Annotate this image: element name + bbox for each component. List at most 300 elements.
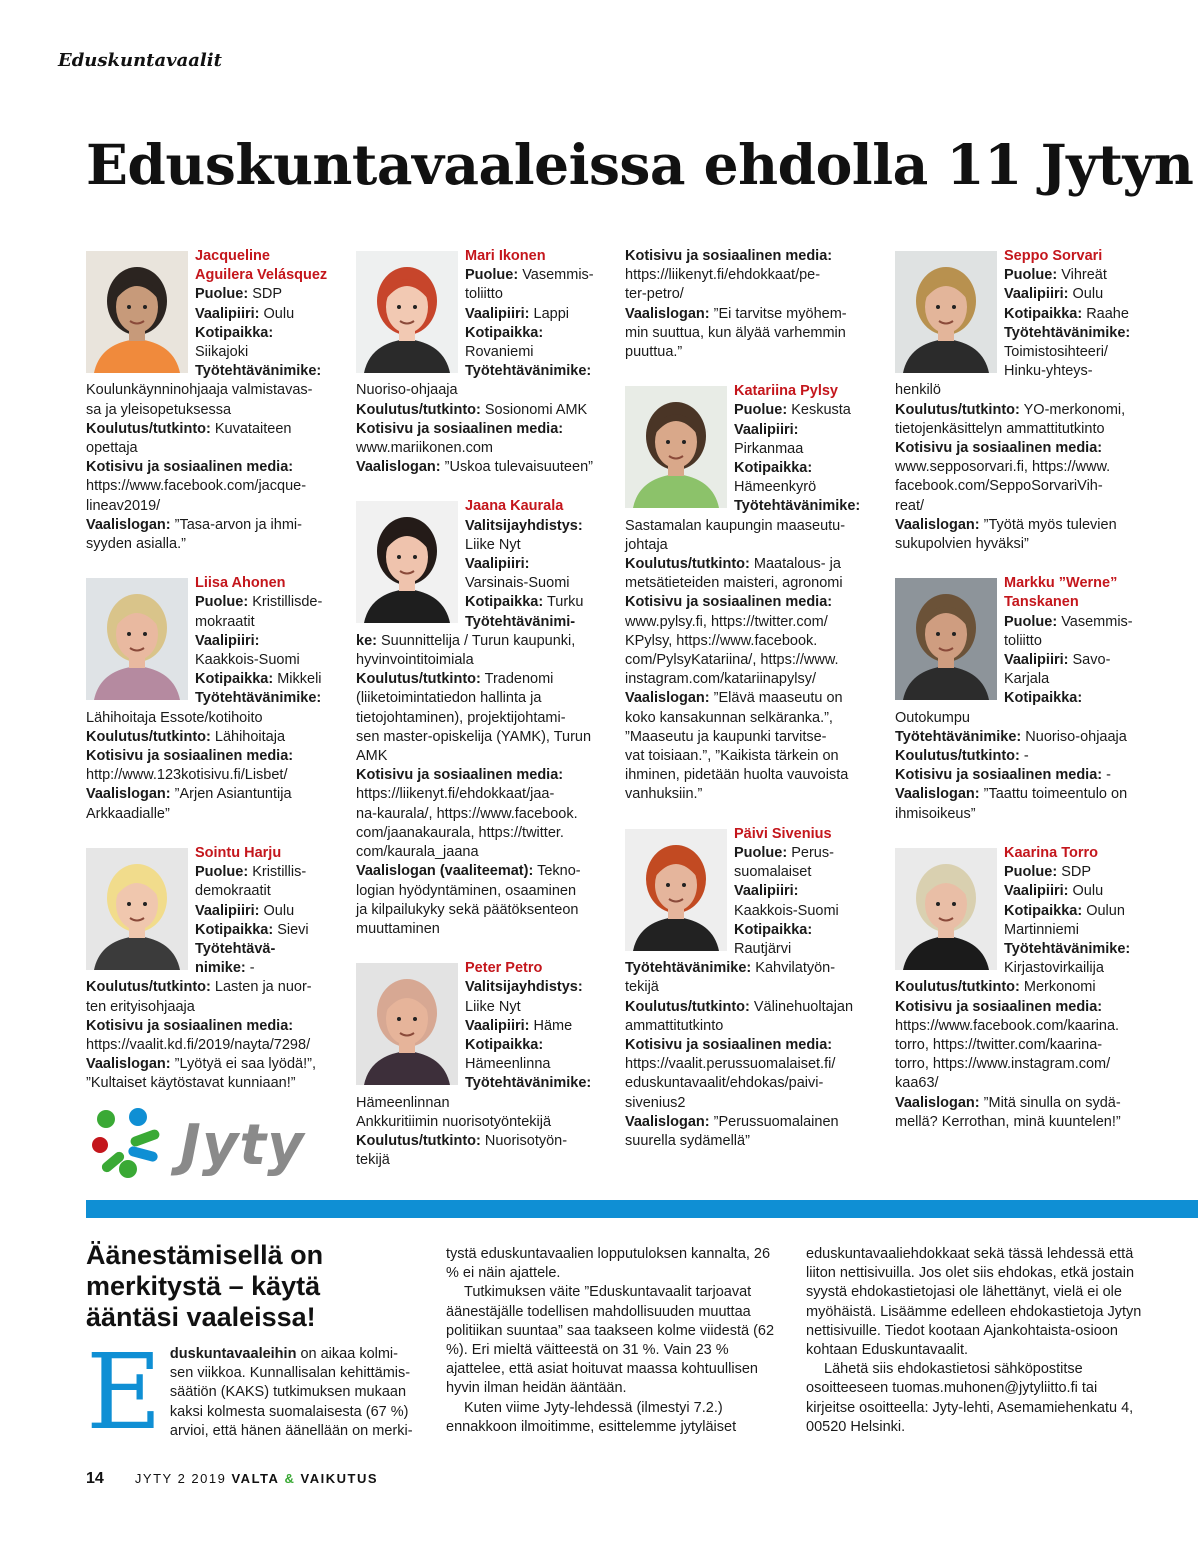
field-value: Karjala: [1004, 671, 1050, 688]
field-value: Hämeenkyrö: [734, 479, 817, 496]
field-value: Nuorisotyön-: [484, 1132, 568, 1149]
field-label: Työtehtävänimike:: [195, 690, 322, 707]
field-value: Keskusta: [791, 402, 851, 419]
field-value: Hämeenlinnan: [356, 1094, 450, 1111]
candidate-info-line: [895, 420, 1155, 439]
candidate-info-line: [625, 1055, 875, 1074]
candidate: [895, 844, 1155, 1132]
article-paragraph: eduskuntavaaliehdokkaat sekä tässä lehdessä että liiton nettisivuilla. Jos olet siis ehdokas, etkä jostain syystä ehdokastietojasi ole lähettänyt, vielä ei ole myöhäistä. Lisäämme edelleen ehdokastietoja Jytyn nettisivuille. Tiedot kootaan Ajankohtaista-osioon kohtaan Eduskuntavaalit.: [806, 1246, 1142, 1359]
candidate-info-line: [356, 670, 606, 689]
candidate-info-line: [86, 785, 336, 804]
candidate-info-line: [356, 785, 606, 804]
field-value: Liike Nyt: [465, 536, 521, 553]
field-value: sen master-opiskelija (YAMK), Turun: [356, 728, 592, 745]
field-label: Kotipaikka:: [1004, 305, 1083, 322]
field-label: Työtehtävänimike:: [1004, 940, 1131, 957]
article-title: Äänestämisellä on merkitystä – käytä ääntäsi vaaleissa!: [86, 1240, 324, 1332]
candidate-info-line: [895, 439, 1155, 458]
field-label: Työtehtävänimi-: [465, 613, 576, 630]
candidate-name: Liisa Ahonen: [195, 575, 286, 592]
candidate-info-line: [625, 709, 875, 728]
candidate-name: Kaarina Torro: [1004, 844, 1099, 861]
field-value: reat/: [895, 497, 925, 514]
candidate-info-line: [356, 709, 606, 728]
page-footer: [86, 1470, 378, 1488]
field-label: Kotipaikka:: [1004, 902, 1083, 919]
field-value: Maatalous- ja: [753, 556, 841, 573]
article-paragraph: Lähetä siis ehdokastietosi sähköpostitse osoitteeseen tuomas.muhonen@jytyliitto.fi tai kirjeitse osoitteella: Jyty-lehti, Asemamiehenkatu 4, 00520 Helsinki.: [806, 1361, 1134, 1435]
field-value: vanhuksiin.”: [625, 786, 703, 803]
candidate-name: Päivi Sivenius: [734, 825, 832, 842]
field-label: Vaalipiiri:: [195, 632, 260, 649]
candidate-info-line: [86, 1036, 336, 1055]
field-value: Lasten ja nuor-: [214, 979, 312, 996]
field-value: muuttaminen: [356, 920, 440, 937]
field-label: Vaalipiiri:: [1004, 286, 1069, 303]
field-value: Suunnittelija / Turun kaupunki,: [381, 632, 576, 649]
portrait-photo: [625, 386, 727, 508]
field-value: Häme: [533, 1017, 573, 1034]
field-value: Perus-: [791, 844, 834, 861]
page-headline: Eduskuntavaaleissa ehdolla 11 Jytyn: [86, 132, 1194, 197]
candidate-info-line: [356, 805, 606, 824]
column-2: [356, 247, 606, 1190]
field-label: Kotisivu ja sosiaalinen media:: [895, 440, 1103, 457]
field-label: Vaalipiiri:: [734, 421, 799, 438]
field-value: eduskuntavaalit/ehdokas/paivi-: [625, 1075, 824, 1092]
candidate-info-line: [625, 1017, 875, 1036]
column-1: [86, 247, 336, 1114]
candidate-info-line: [86, 766, 336, 785]
brand-word-2: VAIKUTUS: [300, 1471, 379, 1486]
candidate-info-line: [625, 670, 875, 689]
candidate-photo: [86, 578, 188, 700]
field-value: ”Kultaiset käytöstavat kunniaan!”: [86, 1075, 296, 1092]
field-value: puuttua.”: [625, 344, 683, 361]
portrait-photo: [895, 251, 997, 373]
field-label: Vaalislogan:: [625, 1113, 710, 1130]
candidate-info-line: [625, 266, 875, 285]
field-label: Kotipaikka:: [465, 1036, 544, 1053]
field-value: koko kansakunnan selkäranka.”,: [625, 709, 833, 726]
field-label: Työtehtävänimike:: [895, 728, 1022, 745]
candidate-info-line: [86, 401, 336, 420]
candidate-info-line: [625, 1113, 875, 1132]
field-label: Kotisivu ja sosiaalinen media:: [86, 748, 294, 765]
field-value: hyvinvointitoimiala: [356, 652, 474, 669]
field-value: Turku: [546, 594, 584, 611]
portrait-photo: [86, 578, 188, 700]
field-value: Hämeenlinna: [465, 1056, 551, 1073]
field-value: https://liikenyt.fi/ehdokkaat/jaa-: [356, 786, 555, 803]
field-value: com/PylsyKatariina/, https://www.: [625, 652, 839, 669]
candidate-info-line: [86, 516, 336, 535]
portrait-photo: [625, 829, 727, 951]
candidate-name: Mari Ikonen: [465, 248, 546, 264]
field-value: Savo-: [1072, 652, 1111, 669]
candidate-info-line: [625, 574, 875, 593]
field-label: Koulutus/tutkinto:: [86, 979, 211, 996]
candidate: [86, 844, 336, 1094]
article-paragraph: tystä eduskuntavaalien lopputuloksen kannalta, 26 % ei näin ajattele.: [446, 1246, 771, 1282]
field-value: ter-petro/: [625, 286, 684, 303]
field-value: Kahvilatyön-: [755, 960, 836, 977]
candidate-info-line: [625, 613, 875, 632]
field-value: ihmisoikeus”: [895, 805, 976, 822]
article-column-1: [86, 1331, 416, 1453]
field-value: Pirkanmaa: [734, 440, 804, 457]
field-label: Vaalipiiri:: [195, 902, 260, 919]
candidate-photo: [895, 578, 997, 700]
field-value: min suuttua, kun älyää varhemmin: [625, 324, 846, 341]
candidate-info-line: [356, 843, 606, 862]
candidate-info-line: [356, 1113, 606, 1132]
field-value: Oulu: [1072, 883, 1104, 900]
candidate-info-line: [625, 555, 875, 574]
field-value: -: [1023, 748, 1029, 765]
field-value: com/jaanakaurala, https://twitter.: [356, 824, 564, 841]
field-value: Oulun: [1086, 902, 1125, 919]
field-value: Välinehuoltajan: [753, 998, 854, 1015]
candidate-photo: [625, 386, 727, 508]
field-value: ”Maaseutu ja kaupunki tarvitse-: [625, 728, 827, 745]
field-label: Vaalislogan:: [86, 516, 171, 533]
field-label: Kotipaikka:: [195, 671, 274, 688]
field-value: Toimistosihteeri/: [1004, 344, 1108, 361]
field-label: Puolue:: [734, 402, 788, 419]
field-value: ja kilpailukyky sekä päätöksenteon: [356, 901, 579, 918]
field-label: nimike:: [195, 960, 246, 977]
field-value: Vasemmis-: [522, 267, 594, 284]
field-label: Kotisivu ja sosiaalinen media:: [356, 420, 564, 437]
field-value: mellä? Kerrothan, minä kuuntelen!”: [895, 1113, 1121, 1130]
candidate-info-line: [356, 862, 606, 881]
candidate-info-line: [86, 1055, 336, 1074]
candidate-info-line: [86, 497, 336, 516]
field-label: Valitsijayhdistys:: [465, 517, 583, 534]
field-label: Vaalipiiri:: [195, 305, 260, 322]
candidate-info-line: [86, 1017, 336, 1036]
field-label: Vaalislogan:: [625, 305, 710, 322]
field-value: Raahe: [1086, 305, 1129, 322]
candidate-info-line: [895, 401, 1155, 420]
field-value: Ankkuritiimin nuorisotyöntekijä: [356, 1113, 552, 1130]
candidate: [625, 382, 875, 804]
field-value: johtaja: [625, 536, 668, 553]
field-value: Arkkaadialle”: [86, 805, 170, 822]
candidate-info-line: [625, 747, 875, 766]
field-value: Sastamalan kaupungin maaseutu-: [625, 517, 846, 534]
field-label: Kotipaikka:: [734, 460, 813, 477]
field-label: Työtehtävänimike:: [465, 1075, 592, 1092]
candidate-name: Jaana Kaurala: [465, 498, 564, 515]
field-label: Vaalipiiri:: [734, 883, 799, 900]
field-label: Puolue:: [195, 594, 249, 611]
brand-word-1: VALTA: [231, 1471, 280, 1486]
candidate-info-line: [356, 901, 606, 920]
candidate: [625, 825, 875, 1151]
field-value: Tekno-: [537, 863, 581, 880]
field-label: Vaalislogan:: [86, 786, 171, 803]
field-value: Kirjastovirkailija: [1004, 960, 1104, 977]
brand-ampersand: &: [284, 1471, 296, 1486]
field-value: Liike Nyt: [465, 998, 521, 1015]
field-value: Lappi: [533, 305, 569, 322]
field-label: Puolue:: [734, 844, 788, 861]
field-label: Koulutus/tutkinto:: [895, 748, 1020, 765]
field-label: Koulutus/tutkinto:: [356, 1132, 481, 1149]
candidate-info-line: [86, 805, 336, 824]
candidate-info-line: [895, 747, 1155, 766]
field-value: facebook.com/SeppoSorvariVih-: [895, 478, 1103, 495]
candidate-info-line: [895, 728, 1155, 747]
field-label: Koulutus/tutkinto:: [625, 998, 750, 1015]
candidate-photo: [625, 829, 727, 951]
candidate-info-line: [356, 766, 606, 785]
candidate-name: Katariina Pylsy: [734, 383, 838, 400]
field-value: vat toisiaan.”, ”Kaikista tärkein on: [625, 748, 839, 765]
field-value: Martinniemi: [1004, 921, 1079, 938]
candidate-photo: [356, 251, 458, 373]
candidate-info-line: [86, 535, 336, 554]
field-label: Puolue:: [1004, 267, 1058, 284]
candidate-info-line: [356, 920, 606, 939]
article-paragraph: Tutkimuksen väite ”Eduskuntavaalit tarjoavat äänestäjälle todellisen mahdollisuuden muuttaa politiikan suuntaa” saa taakseen kolme viidestä (62 %). Eri mieltä väitteestä on 31 %. Vain 23 % ajattelee, että asiat hoituvat maassa kohtuullisen hyvin ilman heidän ääntään.: [446, 1284, 775, 1397]
field-value: Outokumpu: [895, 709, 970, 726]
field-value: toliitto: [1004, 632, 1042, 649]
field-value: https://vaalit.perussuomalaiset.fi/: [625, 1056, 836, 1073]
candidate-info-line: [895, 766, 1155, 785]
field-label: Työtehtävänimike:: [465, 363, 592, 380]
field-value: Lähihoitaja: [214, 728, 286, 745]
field-label: Vaalipiiri:: [465, 305, 530, 322]
field-value: Kristillis-: [252, 864, 307, 881]
candidate-info-line: [625, 247, 875, 266]
candidate-info-line: [86, 458, 336, 477]
field-value: tietojenkäsittelyn ammattitutkinto: [895, 420, 1105, 437]
field-value: ”Perussuomalainen: [713, 1113, 839, 1130]
field-label: Koulutus/tutkinto:: [895, 401, 1020, 418]
field-value: Vasemmis-: [1061, 613, 1133, 630]
candidate-info-line: [625, 324, 875, 343]
portrait-photo: [356, 501, 458, 623]
field-label: Kotisivu ja sosiaalinen media:: [895, 767, 1103, 784]
field-value: Sievi: [277, 921, 309, 938]
field-value: Rovaniemi: [465, 344, 534, 361]
field-value: Hinku-yhteys-: [1004, 363, 1093, 380]
field-label: Vaalipiiri:: [1004, 652, 1069, 669]
candidate-info-line: [356, 747, 606, 766]
divider-bar: [86, 1200, 1198, 1218]
candidate-info-line: [625, 536, 875, 555]
candidate-info-line: [356, 689, 606, 708]
field-value: suurella sydämellä”: [625, 1132, 750, 1149]
field-label: Puolue:: [1004, 613, 1058, 630]
candidate-info-line: [895, 785, 1155, 804]
field-label: Koulutus/tutkinto:: [625, 556, 750, 573]
candidate-info-line: [625, 998, 875, 1017]
candidate-info-line: [356, 1094, 606, 1113]
field-label: Kotipaikka:: [734, 921, 813, 938]
field-value: YO-merkonomi,: [1023, 401, 1126, 418]
candidate-info-line: [356, 1151, 606, 1170]
article-column-3: [806, 1245, 1146, 1437]
candidate-info-line: [86, 381, 336, 400]
candidate: [356, 959, 606, 1170]
candidate-info-line: [895, 1036, 1155, 1055]
field-value: lineav2019/: [86, 497, 161, 514]
candidate-info-line: [86, 439, 336, 458]
field-value: https://vaalit.kd.fi/2019/nayta/7298/: [86, 1036, 311, 1053]
candidate-info-line: [86, 728, 336, 747]
field-value: ”Arjen Asiantuntija: [174, 786, 292, 803]
field-value: tietojohtaminen), projektijohtami-: [356, 709, 566, 726]
field-value: ”Uskoa tulevaisuuteen”: [444, 459, 593, 476]
field-value: AMK: [356, 748, 388, 765]
candidate: [356, 497, 606, 939]
candidate-photo: [895, 251, 997, 373]
field-value: logian hyödyntäminen, osaaminen: [356, 882, 577, 899]
candidate-info-line: [895, 477, 1155, 496]
field-label: Koulutus/tutkinto:: [86, 420, 211, 437]
candidate-info-line: [356, 381, 606, 400]
candidate-photo: [356, 963, 458, 1085]
portrait-photo: [356, 251, 458, 373]
field-label: Kotisivu ja sosiaalinen media:: [625, 1036, 833, 1053]
field-label: Koulutus/tutkinto:: [356, 671, 481, 688]
field-label: Vaalipiiri:: [1004, 883, 1069, 900]
field-value: opettaja: [86, 440, 138, 457]
field-value: ammattitutkinto: [625, 1017, 724, 1034]
field-value: Nuoriso-ohjaaja: [356, 382, 458, 399]
page-number: 14: [86, 1470, 104, 1487]
field-value: https://liikenyt.fi/ehdokkaat/pe-: [625, 267, 821, 284]
candidate: [895, 247, 1155, 554]
field-value: tekijä: [625, 979, 659, 996]
candidate-info-line: [895, 458, 1155, 477]
field-value: Oulu: [1072, 286, 1104, 303]
article-paragraph: Kuten viime Jyty-lehdessä (ilmestyi 7.2.) ennakkoon ilmoitimme, esittelemme jytyläiset: [446, 1399, 737, 1435]
field-label: Kotisivu ja sosiaalinen media:: [86, 1017, 294, 1034]
field-value: Koulunkäynninohjaaja valmistavas-: [86, 382, 313, 399]
field-value: https://www.facebook.com/jacque-: [86, 478, 307, 495]
candidate-info-line: [86, 747, 336, 766]
field-value: syyden asialla.”: [86, 536, 186, 553]
candidate-info-line: [86, 709, 336, 728]
field-label: Vaalislogan (vaaliteemat):: [356, 863, 534, 880]
field-value: sivenius2: [625, 1094, 686, 1111]
column-3: [625, 247, 875, 1171]
field-value: ”Elävä maaseutu on: [713, 690, 843, 707]
field-value: Kaakkois-Suomi: [195, 652, 300, 669]
candidate-info-line: [356, 882, 606, 901]
field-value: SDP: [1061, 864, 1092, 881]
field-value: kaa63/: [895, 1075, 939, 1092]
candidate-info-line: [895, 497, 1155, 516]
field-label: Kotisivu ja sosiaalinen media:: [356, 767, 564, 784]
candidate-info-line: [86, 477, 336, 496]
field-value: Nuoriso-ohjaaja: [1025, 728, 1127, 745]
candidate-name-line2: Aguilera Velásquez: [195, 267, 328, 284]
field-value: ”Tasa-arvon ja ihmi-: [174, 516, 302, 533]
candidate-info-line: [356, 458, 606, 477]
candidate-info-line: [625, 1074, 875, 1093]
field-label: Vaalislogan:: [356, 459, 441, 476]
field-value: www.pylsy.fi, https://twitter.com/: [625, 613, 828, 630]
jyty-logo: [88, 1105, 308, 1185]
field-label: ke:: [356, 632, 377, 649]
candidate: [895, 574, 1155, 824]
field-value: na-kaurala/, https://www.facebook.: [356, 805, 578, 822]
field-label: Työtehtävänimike:: [195, 363, 322, 380]
candidate-continued: [625, 247, 875, 362]
field-value: (liiketoimintatiedon hallinta ja: [356, 690, 542, 707]
field-value: www.mariikonen.com: [356, 440, 493, 457]
field-value: ”Mitä sinulla on sydä-: [983, 1094, 1121, 1111]
candidate-info-line: [356, 824, 606, 843]
candidate-info-line: [625, 689, 875, 708]
field-label: Kotisivu ja sosiaalinen media:: [895, 998, 1103, 1015]
candidate-info-line: [895, 1055, 1155, 1074]
field-label: Puolue:: [195, 286, 249, 303]
candidate-info-line: [895, 998, 1155, 1017]
candidate-info-line: [625, 766, 875, 785]
candidate-photo: [86, 848, 188, 970]
field-label: Kotipaikka:: [1004, 690, 1083, 707]
field-value: mokraatit: [195, 613, 255, 630]
field-value: www.sepposorvari.fi, https://www.: [895, 459, 1111, 476]
field-value: torro, https://www.instagram.com/: [895, 1056, 1111, 1073]
portrait-photo: [86, 251, 188, 373]
candidate-info-line: [895, 381, 1155, 400]
candidate-info-line: [895, 1113, 1155, 1132]
issue-label: JYTY 2 2019: [134, 1471, 227, 1486]
candidate-info-line: [895, 1017, 1155, 1036]
candidate-photo: [86, 251, 188, 373]
field-value: Kristillisde-: [252, 594, 323, 611]
candidate-info-line: [625, 1094, 875, 1113]
candidate-info-line: [356, 401, 606, 420]
field-label: Työtehtävänimike:: [734, 498, 861, 515]
field-label: Koulutus/tutkinto:: [356, 401, 481, 418]
field-label: Puolue:: [195, 864, 249, 881]
candidate-name: Peter Petro: [465, 960, 543, 977]
field-value: Kaakkois-Suomi: [734, 902, 839, 919]
field-value: torro, https://twitter.com/kaarina-: [895, 1036, 1103, 1053]
field-label: Vaalipiiri:: [465, 556, 530, 573]
field-value: suomalaiset: [734, 864, 812, 881]
field-value: Lähihoitaja Essote/kotihoito: [86, 709, 263, 726]
field-value: henkilö: [895, 382, 941, 399]
candidate-name: Sointu Harju: [195, 844, 282, 861]
candidate-info-line: [625, 517, 875, 536]
field-label: Koulutus/tutkinto:: [895, 979, 1020, 996]
field-value: ”Taattu toimeentulo on: [983, 786, 1128, 803]
candidate-info-line: [625, 978, 875, 997]
field-value: Oulu: [263, 902, 295, 919]
candidate-info-line: [86, 420, 336, 439]
candidate-info-line: [625, 785, 875, 804]
candidate-info-line: [895, 516, 1155, 535]
candidate-info-line: [895, 805, 1155, 824]
field-label: Kotipaikka:: [465, 324, 544, 341]
candidate-photo: [895, 848, 997, 970]
field-value: Merkonomi: [1023, 979, 1096, 996]
candidate-info-line: [625, 305, 875, 324]
candidate-name-line2: Tanskanen: [1004, 594, 1079, 611]
candidate-info-line: [895, 978, 1155, 997]
article-paragraph: on aikaa kolmi- sen viikkoa. Kunnallisalan kehittämis- säätiön (KAKS) tutkimuksen mukaan kaksi kolmesta suomalaisesta (67 %) arvioi, että hänen äänellään on merki-: [169, 1346, 413, 1439]
